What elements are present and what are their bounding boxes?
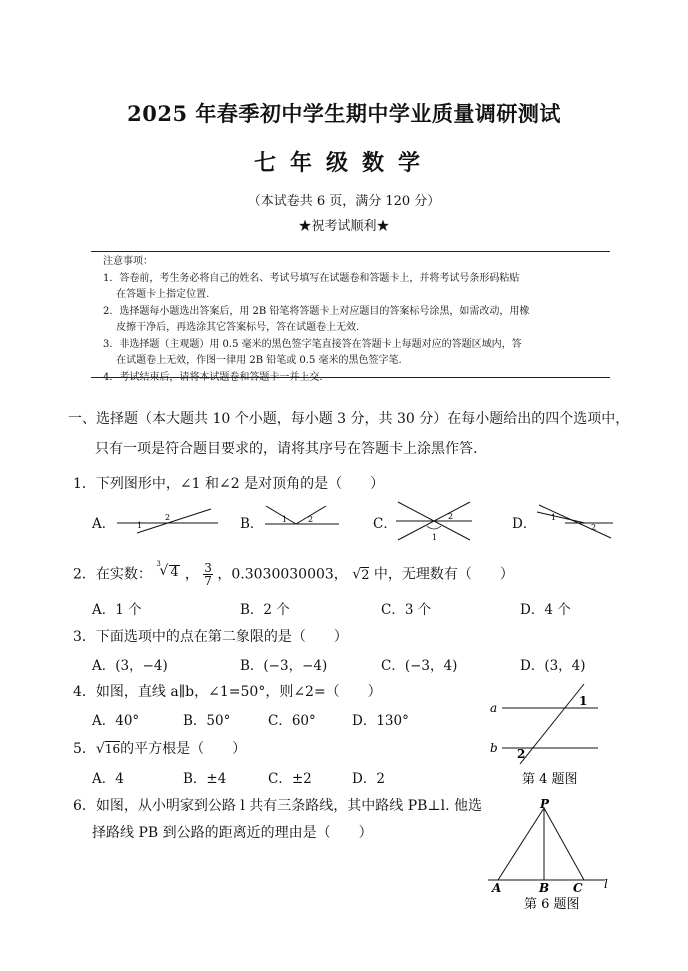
line-b-label: b [490,741,498,755]
point-c-label: C [573,881,583,895]
q5-option-b: B．±4 [183,771,227,787]
notice-line: 2．选择题每小题选出答案后，用 2B 铅笔将答题卡上对应题目的答案标号涂黑，如需改动，用橡 [103,305,530,317]
notice-block [103,254,529,386]
q5-number: 5． [73,741,96,757]
point-b-label: B [539,881,550,895]
angle-1-label: 1 [432,533,438,542]
q6-stem-line1: 6．如图，从小明家到公路 l 共有三条路线，其中路线 PB⊥l. 他选 [73,798,482,814]
q1-option-a: A． [92,516,116,532]
radicand: 16 [104,742,121,756]
q1-option-d: D． [512,516,537,532]
figure-6 [480,796,615,916]
line-a-label: a [490,701,498,715]
q3-option-a: A．(3，−4) [92,658,168,674]
q5-option-c: C．±2 [268,771,312,787]
q1-figure-a [115,500,220,535]
point-p-label: P [540,797,550,811]
notice-bottom-rule [91,377,610,378]
q4-option-b: B．50° [183,713,231,729]
line-l-label: l [604,877,608,891]
figure-4-caption: 第 4 题图 [522,772,578,787]
q2-stem-suffix: 中，无理数有（ ） [373,566,514,583]
q1-figure-d [535,500,615,542]
q3-option-b: B．(−3，−4) [240,658,328,674]
notice-heading: 注意事项： [103,256,153,267]
q5-stem-suffix: 的平方根是（ ） [120,741,247,757]
q5-option-d: D．2 [352,771,385,787]
q4-option-c: C．60° [268,713,316,729]
angle-2-label: 2 [448,512,454,521]
section-instruction: 只有一项是符合题目要求的，请将其序号在答题卡上涂黑作答. [95,441,478,457]
figure-6-caption: 第 6 题图 [524,897,580,912]
q1-stem: 1．下列图形中，∠1 和∠2 是对顶角的是（ ） [73,476,385,492]
q2-stem-prefix: 2．在实数： [73,566,152,583]
angle-2-label: 2 [517,747,526,761]
q3-stem: 3．下面选项中的点在第二象限的是（ ） [73,629,348,645]
radicand: 4 [170,564,179,580]
q2-option-b: B．2 个 [240,602,290,618]
notice-line: 1．答卷前，考生务必将自己的姓名、考试号填写在试题卷和答题卡上，并将考试号条形码粘贴 [103,272,520,284]
notice-top-rule [91,251,610,252]
q4-stem: 4．如图，直线 a∥b，∠1=50°，则∠2=（ ） [73,684,382,700]
radical-sign-icon: √ [159,562,169,579]
radical-sign-icon: √ [352,566,362,583]
exam-meta: （本试卷共 6 页，满分 120 分） [247,194,441,209]
notice-line: 皮擦干净后，再选涂其它答案标号，答在试题卷上无效. [103,322,360,333]
q2-stem-middle: ，0.3030030003， [217,566,348,583]
exam-title: 2025 年春季初中学生期中学业质量调研测试 [127,101,561,126]
radical-sign-icon: √ [95,741,105,757]
q1-option-c: C． [373,516,397,532]
point-a-label: A [492,881,502,895]
fraction-numerator: 3 [204,561,212,575]
notice-line: 在试题卷上无效，作图一律用 2B 铅笔或 0.5 毫米的黑色签字笔. [103,355,402,366]
q1-figure-c [394,500,474,542]
angle-1-label: 1 [282,515,288,524]
q4-option-d: D．130° [352,713,409,729]
figure-4 [486,680,602,790]
angle-2-label: 2 [165,513,171,522]
q5-option-a: A．4 [92,771,124,787]
angle-1-label: 1 [579,694,588,708]
q3-option-d: D．(3，4) [520,658,586,674]
exam-wish: ★祝考试顺利★ [298,219,390,234]
q3-option-c: C．(−3，4) [381,658,458,674]
section-heading: 一、选择题（本大题共 10 个小题，每小题 3 分，共 30 分）在每小题给出的四个选项中， [68,411,630,427]
radicand: 2 [361,567,370,583]
angle-1-label: 1 [551,513,557,522]
angle-2-label: 2 [308,515,314,524]
q1-option-b: B． [240,516,264,532]
notice-line: 3．非选择题（主观题）用 0.5 毫米的黑色签字笔直接答在答题卡上每题对应的答题区域内，答 [103,338,522,350]
fraction [203,562,213,587]
q5-stem [73,738,246,758]
notice-line: 4．考试结束后，请将本试题卷和答题卡一并上交. [103,371,323,383]
q2-option-d: D．4 个 [520,602,571,618]
angle-1-label: 1 [137,521,143,530]
fraction-denominator: 7 [204,574,212,588]
q2-option-a: A．1 个 [92,602,142,618]
cube-root-expression [156,559,180,581]
q6-stem-line2: 择路线 PB 到公路的距离近的理由是（ ） [92,825,373,841]
q2-option-c: C．3 个 [381,602,432,618]
notice-line: 在答题卡上指定位置. [103,289,210,300]
q4-option-a: A．40° [92,713,140,729]
q2-stem: 2．在实数： 3 √ 4 ， $\frac{3}{7}$ ，0.3030030003， √2 中，无理数有（ ） [73,559,514,588]
exam-subject: 七年级数学 [253,150,434,176]
root-index: 3 [156,559,161,568]
angle-2-label: 2 [591,523,597,532]
q1-figure-b [262,500,342,535]
